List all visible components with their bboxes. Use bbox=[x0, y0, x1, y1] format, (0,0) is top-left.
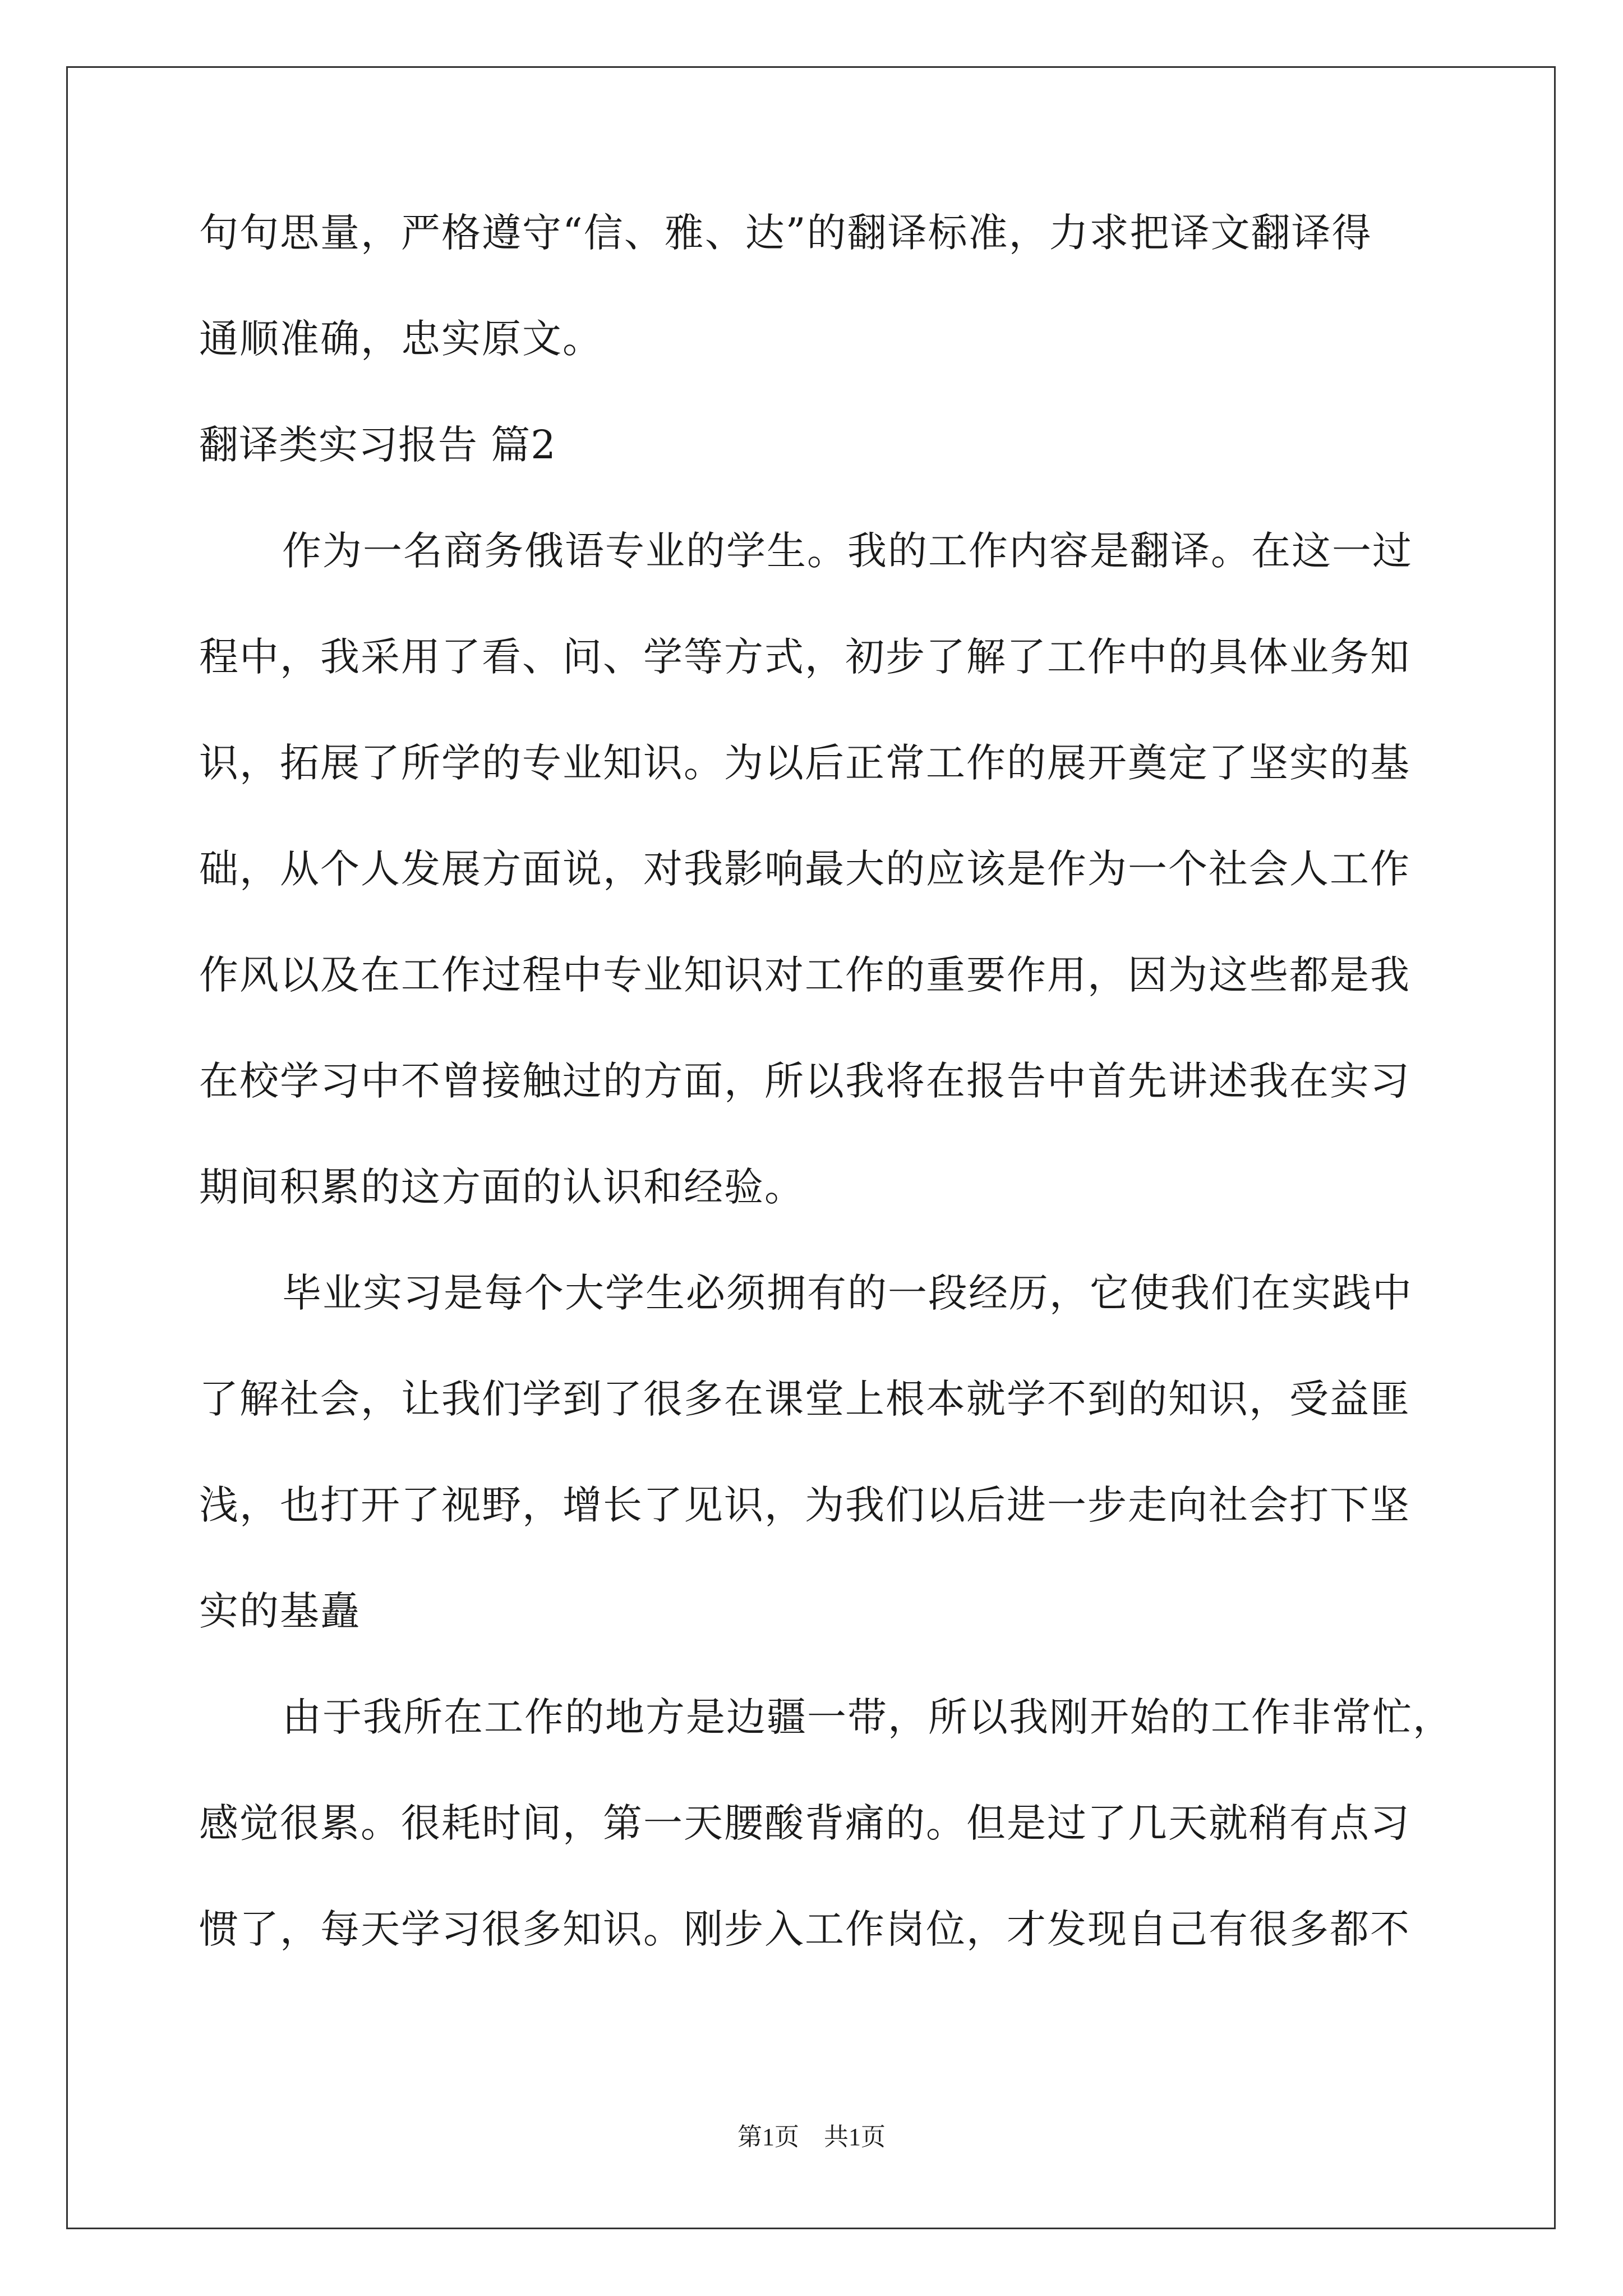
text-line: 句句思量，严格遵守“信、雅、达”的翻译标准，力求把译文翻译得 bbox=[199, 210, 1372, 256]
text-line: 了解社会，让我们学到了很多在课堂上根本就学不到的知识，受益匪 bbox=[199, 1376, 1410, 1422]
text-line: 感觉很累。很耗时间，第一天腰酸背痛的。但是过了几天就稍有点习 bbox=[199, 1800, 1410, 1846]
page-footer: 第1页 共1页 bbox=[737, 2123, 886, 2151]
text-line: 浅，也打开了视野，增长了见识，为我们以后进一步走向社会打下坚 bbox=[199, 1482, 1410, 1528]
text-line: 识，拓展了所学的专业知识。为以后正常工作的展开奠定了坚实的基 bbox=[199, 740, 1410, 786]
document-body bbox=[199, 210, 1461, 2016]
section-heading: 翻译类实习报告 篇2 bbox=[199, 422, 556, 468]
paragraph-start-line: 毕业实习是每个大学生必须拥有的一段经历，它使我们在实践中 bbox=[282, 1270, 1413, 1316]
text-line: 作风以及在工作过程中专业知识对工作的重要作用，因为这些都是我 bbox=[199, 952, 1410, 998]
text-line: 惯了，每天学习很多知识。刚步入工作岗位，才发现自己有很多都不 bbox=[199, 1906, 1410, 1952]
text-line: 通顺准确，忠实原文。 bbox=[199, 316, 603, 362]
paragraph-start-line: 作为一名商务俄语专业的学生。我的工作内容是翻译。在这一过 bbox=[282, 528, 1413, 574]
text-line: 期间积累的这方面的认识和经验。 bbox=[199, 1164, 805, 1210]
paragraph-start-line: 由于我所在工作的地方是边疆一带，所以我刚开始的工作非常忙， bbox=[282, 1694, 1453, 1740]
text-line: 础，从个人发展方面说，对我影响最大的应该是作为一个社会人工作 bbox=[199, 846, 1410, 892]
text-line: 实的基矗 bbox=[199, 1588, 361, 1634]
text-line: 程中，我采用了看、问、学等方式，初步了解了工作中的具体业务知 bbox=[199, 634, 1410, 680]
text-line: 在校学习中不曾接触过的方面，所以我将在报告中首先讲述我在实习 bbox=[199, 1058, 1410, 1104]
